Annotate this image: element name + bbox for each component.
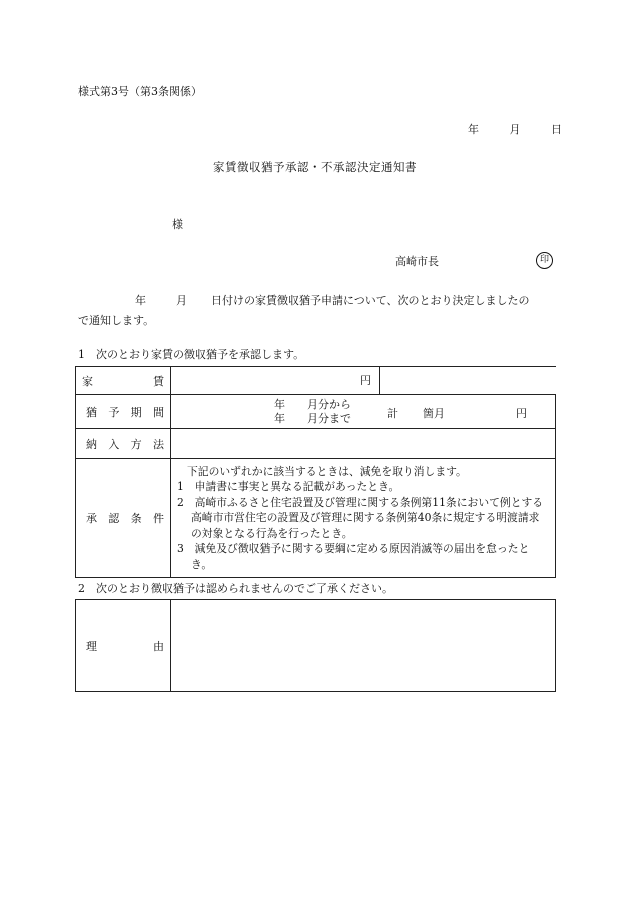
condition-item: 3 減免及び徴収猶予に関する要綱に定める原因消滅等の届出を怠ったとき。 (177, 542, 530, 571)
payment-label: 納 入 方 法 (76, 429, 171, 459)
body-month: 月 (176, 294, 187, 307)
document-title: 家賃徴収猶予承認・不承認決定通知書 (213, 160, 417, 174)
date-year-label: 年 (468, 123, 479, 136)
issue-date (468, 124, 562, 135)
rent-yen-unit: 円 (171, 367, 380, 394)
reason-row (76, 600, 556, 692)
rent-value-cell (171, 367, 556, 395)
seal-mark: 印 (536, 252, 553, 269)
period-to: 年 月分まで (274, 412, 351, 425)
section2-heading: 2 次のとおり徴収猶予は認められませんのでご了承ください。 (78, 582, 393, 595)
body-line1: 日付けの家賃徴収猶予申請について、次のとおり決定しましたの (211, 294, 530, 307)
date-month-label: 月 (509, 123, 521, 136)
payment-row (76, 429, 556, 459)
period-months-unit: 箇月 (423, 407, 445, 420)
period-from: 年 月分から (274, 398, 351, 411)
payment-value-cell (171, 429, 556, 459)
body-year: 年 (135, 294, 146, 307)
period-value-cell (171, 395, 556, 429)
addressee-honorific: 様 (172, 218, 183, 231)
condition-item: 2 高崎市ふるさと住宅設置及び管理に関する条例第11条において例とする高崎市市営住宅の設置及び管理に関する条例第40条に規定する明渡請求の対象となる行為を行ったとき。 (177, 495, 544, 540)
rent-label: 家 賃 (76, 367, 171, 395)
notice-body (78, 291, 550, 331)
period-yen-unit: 円 (516, 407, 527, 420)
reason-label: 理 由 (76, 600, 171, 692)
condition-item: 1 申請書に事実と異なる記載があったとき。 (177, 480, 400, 494)
conditions-row (76, 459, 556, 578)
reason-value-cell (171, 600, 556, 692)
period-total-label: 計 (387, 407, 398, 420)
rejection-table (75, 599, 556, 692)
approval-table (75, 366, 556, 578)
conditions-intro: 下記のいずれかに該当するときは、減免を取り消します。 (187, 464, 467, 478)
date-day-label: 日 (551, 123, 562, 136)
section1-heading: 1 次のとおり家賃の徴収猶予を承認します。 (78, 348, 305, 361)
body-line2: で通知します。 (78, 314, 155, 327)
period-row (76, 395, 556, 429)
conditions-label: 承 認 条 件 (76, 459, 171, 578)
issuer-name: 高崎市長 (395, 255, 439, 268)
rent-row (76, 367, 556, 395)
period-label: 猶 予 期 間 (76, 395, 171, 429)
conditions-text (171, 459, 556, 578)
form-number: 様式第3号（第3条関係） (78, 85, 202, 98)
